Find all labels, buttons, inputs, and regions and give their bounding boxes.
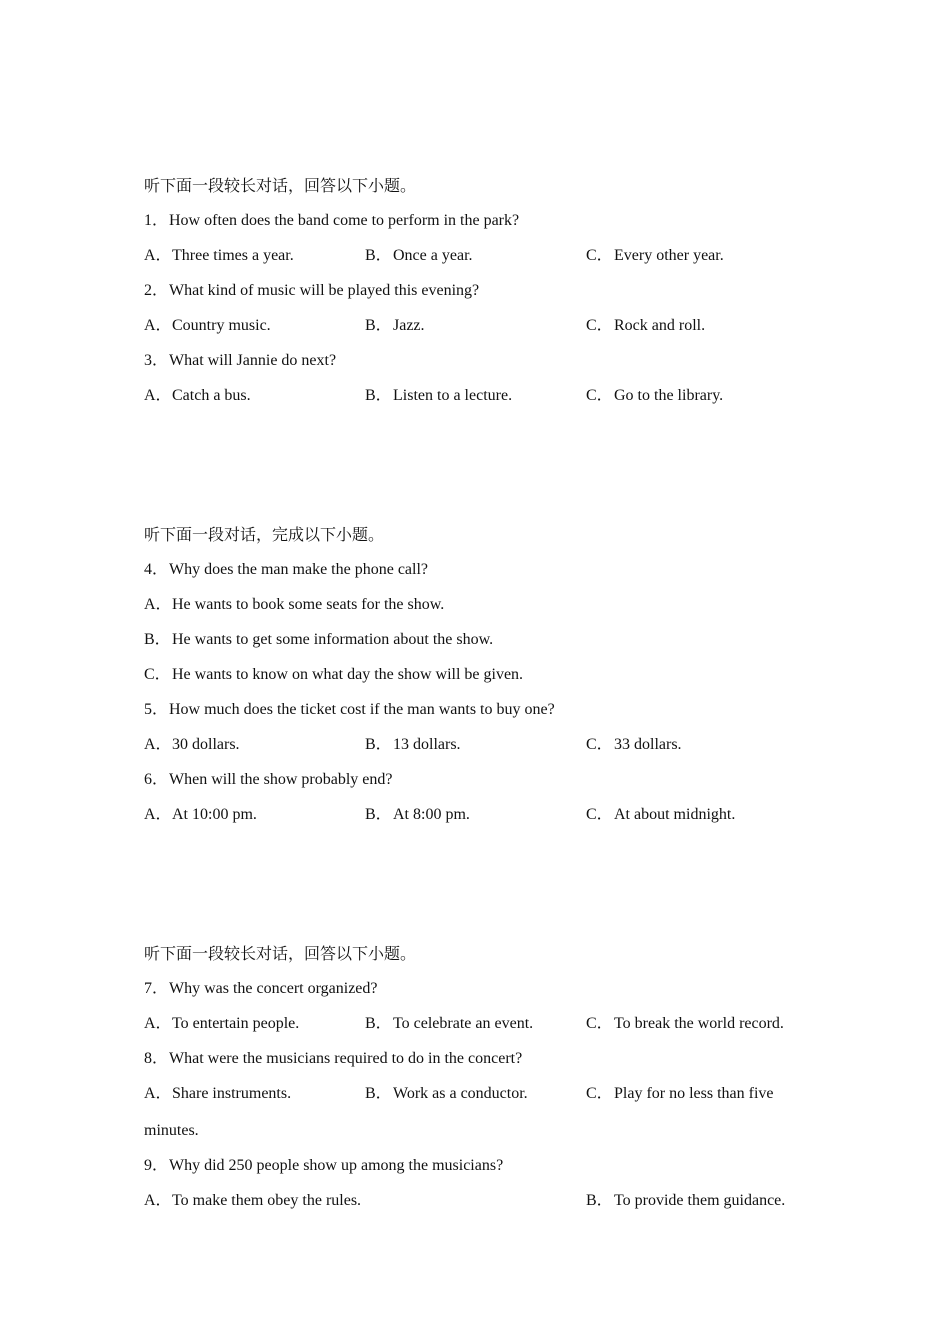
question-number: 5．	[144, 701, 169, 718]
question-5	[144, 700, 555, 720]
q6-option-c: C．At about midnight.	[586, 806, 736, 823]
q3-option-b: B．Listen to a lecture.	[365, 387, 513, 404]
section-3-intro: 听下面一段较长对话，回答以下小题。	[144, 946, 417, 963]
question-6	[144, 770, 393, 790]
q1-option-b: B．Once a year.	[365, 247, 473, 264]
section-2-intro: 听下面一段对话，完成以下小题。	[144, 527, 385, 544]
q6-option-b: B．At 8:00 pm.	[365, 806, 470, 823]
question-text: Why does the man make the phone call?	[169, 561, 429, 578]
question-number: 7．	[144, 980, 169, 997]
q4-option-a: A．He wants to book some seats for the show.	[144, 596, 445, 613]
question-9	[144, 1156, 503, 1176]
question-3	[144, 351, 336, 371]
q8-option-c: C．Play for no less than five	[586, 1085, 774, 1102]
q8-option-a: A．Share instruments.	[144, 1085, 292, 1102]
question-8	[144, 1049, 522, 1069]
q5-option-a: A．30 dollars.	[144, 736, 240, 753]
question-2	[144, 281, 479, 301]
q9-option-a: A．To make them obey the rules.	[144, 1192, 362, 1209]
q2-option-b: B．Jazz.	[365, 317, 425, 334]
section-1-intro: 听下面一段较长对话，回答以下小题。	[144, 178, 417, 195]
question-text: What will Jannie do next?	[169, 352, 337, 369]
question-number: 3．	[144, 352, 169, 369]
question-text: How often does the band come to perform in the park?	[169, 212, 520, 229]
q2-option-c: C．Rock and roll.	[586, 317, 706, 334]
q7-option-c: C．To break the world record.	[586, 1015, 784, 1032]
question-text: What kind of music will be played this evening?	[169, 282, 480, 299]
question-text: What were the musicians required to do in the concert?	[169, 1050, 523, 1067]
question-1	[144, 211, 519, 231]
question-number: 6．	[144, 771, 169, 788]
question-number: 4．	[144, 561, 169, 578]
question-text: How much does the ticket cost if the man wants to buy one?	[169, 701, 555, 718]
question-number: 8．	[144, 1050, 169, 1067]
q8-option-b: B．Work as a conductor.	[365, 1085, 528, 1102]
q1-option-a: A．Three times a year.	[144, 247, 294, 264]
q5-option-b: B．13 dollars.	[365, 736, 461, 753]
q2-option-a: A．Country music.	[144, 317, 271, 334]
question-text: When will the show probably end?	[169, 771, 393, 788]
q4-option-b: B．He wants to get some information about the show.	[144, 631, 494, 648]
question-text: Why was the concert organized?	[169, 980, 378, 997]
q5-option-c: C．33 dollars.	[586, 736, 682, 753]
q4-option-c: C．He wants to know on what day the show will be given.	[144, 666, 524, 683]
q1-option-c: C．Every other year.	[586, 247, 724, 264]
question-number: 1．	[144, 212, 169, 229]
q7-option-b: B．To celebrate an event.	[365, 1015, 534, 1032]
question-number: 9．	[144, 1157, 169, 1174]
question-4	[144, 560, 428, 580]
q8-option-c-continuation: minutes.	[144, 1122, 199, 1139]
question-number: 2．	[144, 282, 169, 299]
q6-option-a: A．At 10:00 pm.	[144, 806, 257, 823]
question-7	[144, 979, 378, 999]
q3-option-c: C．Go to the library.	[586, 387, 724, 404]
question-text: Why did 250 people show up among the musicians?	[169, 1157, 504, 1174]
q9-option-b: B．To provide them guidance.	[586, 1192, 786, 1209]
q7-option-a: A．To entertain people.	[144, 1015, 300, 1032]
q3-option-a: A．Catch a bus.	[144, 387, 251, 404]
